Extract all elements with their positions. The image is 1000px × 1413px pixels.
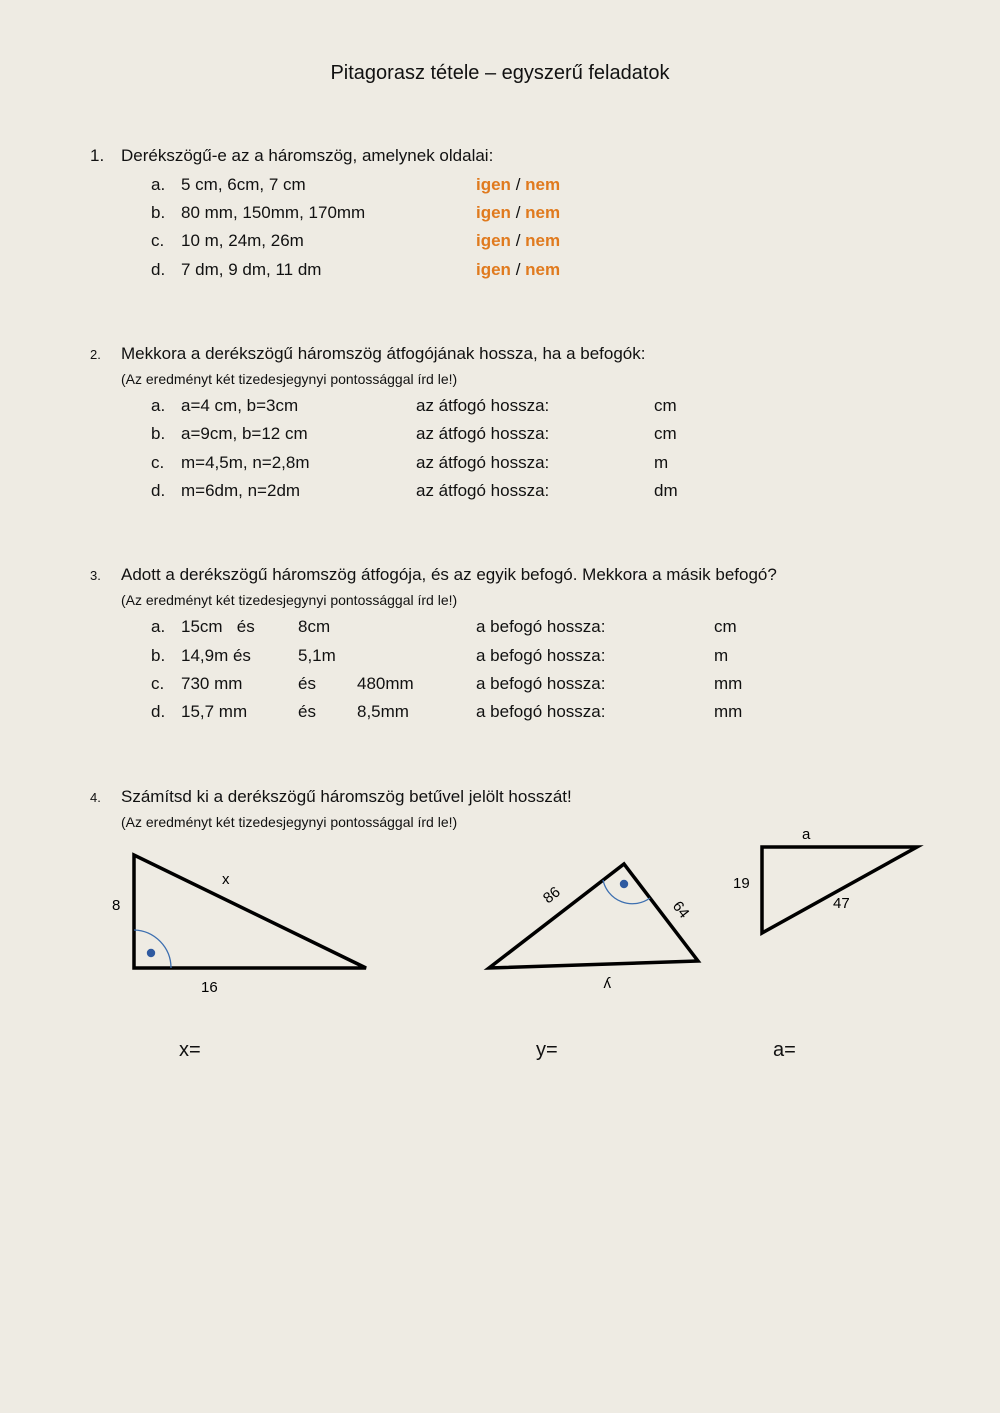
item-col-1: 15cm és <box>181 617 255 636</box>
yes-option[interactable]: igen <box>476 203 511 222</box>
item-text: m=6dm, n=2dm <box>181 481 301 500</box>
separator: / <box>515 260 521 279</box>
answer-label: az átfogó hossza: <box>416 396 550 415</box>
answer-label: a befogó hossza: <box>476 617 606 636</box>
item-col-3: 8,5mm <box>357 702 409 721</box>
no-option[interactable]: nem <box>525 203 561 222</box>
question-number: 3. <box>90 568 101 583</box>
item-text: 80 mm, 150mm, 170mm <box>181 203 366 222</box>
question-text: Adott a derékszögű háromszög átfogója, és az egyik befogó. Mekkora a másik befogó? <box>121 565 777 584</box>
item-text: a=4 cm, b=3cm <box>181 396 299 415</box>
hypotenuse-label: 47 <box>833 895 850 912</box>
right-angle-arc <box>134 930 171 968</box>
answer-label: a befogó hossza: <box>476 702 606 721</box>
result-x: x= <box>179 1039 201 1061</box>
item-letter: c. <box>151 231 165 250</box>
separator: / <box>515 175 521 194</box>
item-col-3: 480mm <box>357 674 414 693</box>
separator: / <box>515 203 521 222</box>
no-option[interactable]: nem <box>525 175 561 194</box>
question-note: (Az eredményt két tizedesjegynyi pontossággal írd le!) <box>121 371 458 387</box>
side-label: 16 <box>201 979 218 996</box>
triangle-2 <box>489 864 698 968</box>
yes-option[interactable]: igen <box>476 231 511 250</box>
item-col-1: 15,7 mm <box>181 702 248 721</box>
right-angle-dot <box>620 880 628 888</box>
item-text: 10 m, 24m, 26m <box>181 231 304 250</box>
unit: m <box>714 646 729 665</box>
answer-label: az átfogó hossza: <box>416 453 550 472</box>
result-a: a= <box>773 1039 796 1061</box>
item-col-1: 730 mm <box>181 674 243 693</box>
item-col-2: és <box>298 702 316 721</box>
item-letter: c. <box>151 453 165 472</box>
item-letter: a. <box>151 175 166 194</box>
side-label: a <box>802 826 811 843</box>
question-text: Mekkora a derékszögű háromszög átfogójának hossza, ha a befogók: <box>121 344 646 363</box>
item-letter: c. <box>151 674 165 693</box>
question-number: 1. <box>90 146 105 165</box>
unit: cm <box>654 396 677 415</box>
item-col-1: 14,9m és <box>181 646 251 665</box>
question-note: (Az eredményt két tizedesjegynyi pontossággal írd le!) <box>121 814 458 830</box>
unit: cm <box>654 424 677 443</box>
answer-label: a befogó hossza: <box>476 646 606 665</box>
item-text: a=9cm, b=12 cm <box>181 424 308 443</box>
no-option[interactable]: nem <box>525 231 561 250</box>
separator: / <box>515 231 521 250</box>
unit: cm <box>714 617 737 636</box>
question-note: (Az eredményt két tizedesjegynyi pontossággal írd le!) <box>121 592 458 608</box>
side-label: 86 <box>539 883 564 908</box>
question-text: Számítsd ki a derékszögű háromszög betűvel jelölt hosszát! <box>121 787 572 806</box>
result-y: y= <box>536 1039 558 1061</box>
answer-label: a befogó hossza: <box>476 674 606 693</box>
side-label: 64 <box>668 897 693 922</box>
item-col-2: 8cm <box>298 617 331 636</box>
question-text: Derékszögű-e az a háromszög, amelynek oldalai: <box>121 146 494 165</box>
yes-option[interactable]: igen <box>476 175 511 194</box>
hypotenuse-label: y <box>603 976 611 993</box>
unit: mm <box>714 674 743 693</box>
item-text: 5 cm, 6cm, 7 cm <box>181 175 306 194</box>
item-letter: d. <box>151 260 166 279</box>
item-letter: b. <box>151 424 166 443</box>
item-col-2: és <box>298 674 316 693</box>
yes-option[interactable]: igen <box>476 260 511 279</box>
page-title: Pitagorasz tétele – egyszerű feladatok <box>330 62 670 84</box>
answer-label: az átfogó hossza: <box>416 424 550 443</box>
answer-label: az átfogó hossza: <box>416 481 550 500</box>
no-option[interactable]: nem <box>525 260 561 279</box>
item-letter: d. <box>151 702 166 721</box>
question-number: 4. <box>90 790 101 805</box>
side-label: 19 <box>733 875 750 892</box>
unit: mm <box>714 702 743 721</box>
triangle-3 <box>762 847 917 933</box>
item-text: 7 dm, 9 dm, 11 dm <box>181 260 322 279</box>
item-letter: b. <box>151 646 166 665</box>
unit: m <box>654 453 669 472</box>
triangle-1 <box>134 855 366 968</box>
question-number: 2. <box>90 347 101 362</box>
right-angle-dot <box>147 949 155 957</box>
item-letter: b. <box>151 203 166 222</box>
item-letter: d. <box>151 481 166 500</box>
item-col-2: 5,1m <box>298 646 336 665</box>
item-letter: a. <box>151 617 166 636</box>
side-label: 8 <box>112 897 121 914</box>
item-letter: a. <box>151 396 166 415</box>
item-text: m=4,5m, n=2,8m <box>181 453 310 472</box>
unit: dm <box>654 481 678 500</box>
hypotenuse-label: x <box>222 871 230 888</box>
